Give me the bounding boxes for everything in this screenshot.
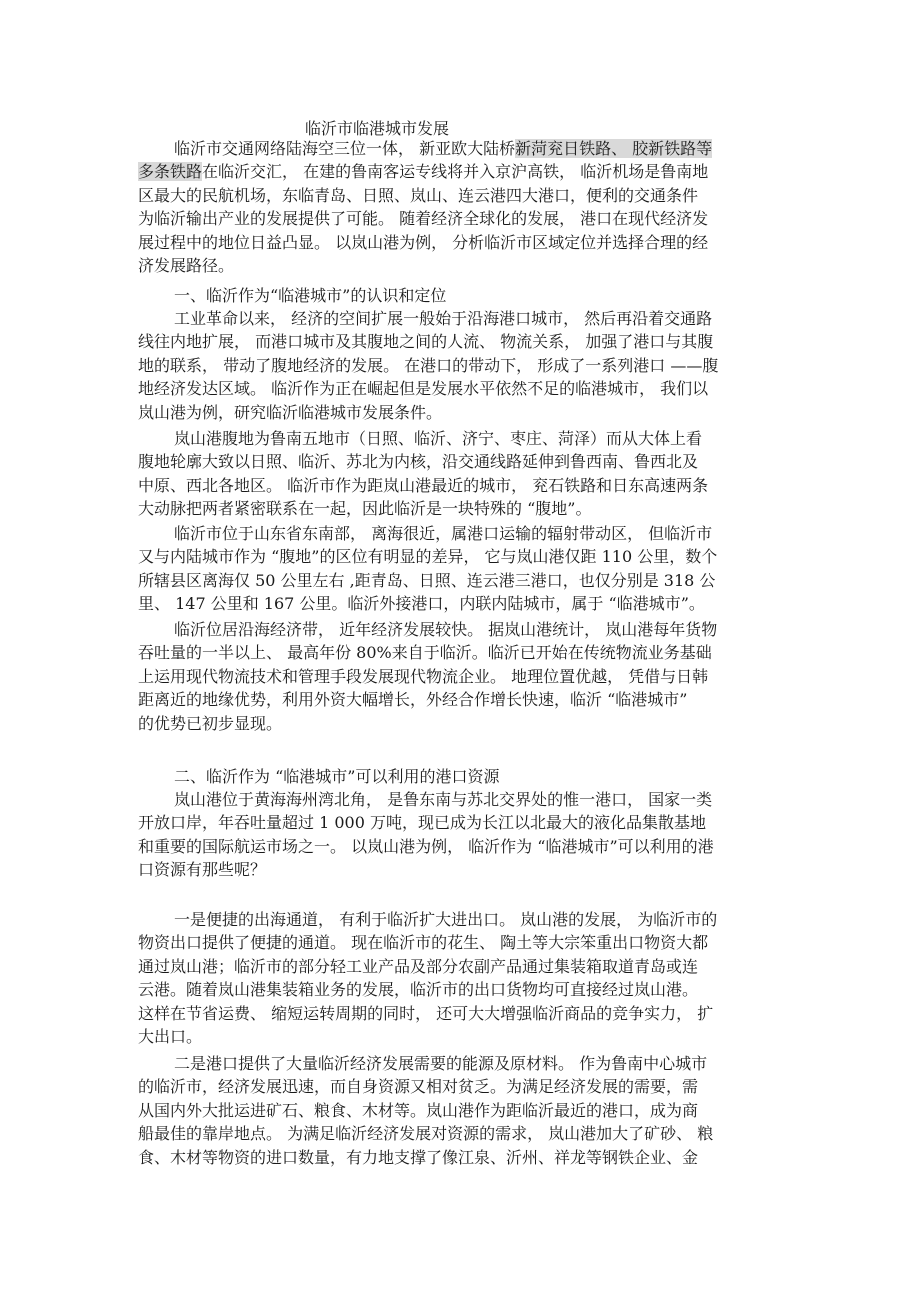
document-title: 临沂市临港城市发展: [305, 119, 450, 138]
paragraph-line: 大动脉把两者紧密联系在一起，因此临沂是一块特殊的 “腹地”。: [138, 499, 592, 519]
paragraph-line: 大出口。: [138, 1026, 203, 1046]
paragraph-line: 又与内陆城市作为 “腹地”的区位有明显的差异， 它与岚山港仅距 110 公里，数个: [138, 547, 718, 567]
section-heading-2: 二、临沂作为 “临港城市”可以利用的港口资源: [174, 767, 500, 786]
paragraph-line: 岚山港为例，研究临沂临港城市发展条件。: [138, 402, 443, 422]
paragraph-line: 线往内地扩展， 而港口城市及其腹地之间的人流、 物流关系， 加强了港口与其腹: [138, 332, 714, 352]
paragraph-2: [138, 307, 788, 424]
paragraph-line: 通过岚山港；临沂市的部分轻工业产品及部分农副产品通过集装箱取道青岛或连: [138, 956, 699, 976]
section-heading-1: 一、临沂作为“临港城市”的认识和定位: [174, 286, 447, 305]
paragraph-line: 里、 147 公里和 167 公里。临沂外接港口，内联内陆城市，属于 “临港城市”。: [138, 594, 705, 614]
paragraph-7: [138, 908, 788, 1048]
paragraph-line: 展过程中的地位日益凸显。 以岚山港为例， 分析临沂市区域定位并选择合理的经: [138, 232, 709, 252]
paragraph-line: 临沂位居沿海经济带， 近年经济发展较快。 据岚山港统计， 岚山港每年货物: [174, 620, 718, 639]
paragraph-line: 一是便捷的出海通道， 有利于临沂扩大进出口。 岚山港的发展， 为临沂市的: [174, 910, 718, 929]
paragraph-line: 食、木材等物资的进口数量，有力地支撑了像江泉、沂州、祥龙等钢铁企业、金: [138, 1147, 699, 1167]
paragraph-line: 开放口岸，年吞吐量超过 1 000 万吨，现已成为长江以北最大的液化品集散基地: [138, 813, 706, 833]
paragraph-line: 多条铁路在临沂交汇， 在建的鲁南客运专线将并入京沪高铁， 临沂机场是鲁南地: [138, 162, 709, 182]
paragraph-line: 地的联系， 带动了腹地经济的发展。 在港口的带动下， 形成了一系列港口 ——腹: [138, 355, 719, 375]
paragraph-line: 地经济发达区域。 临沂作为正在崛起但是发展水平依然不足的临港城市， 我们以: [138, 379, 709, 399]
paragraph-line: 济发展路径。: [138, 255, 235, 275]
paragraph-line: 船最佳的靠岸地点。 为满足临沂经济发展对资源的需求， 岚山港加大了矿砂、 粮: [138, 1124, 714, 1144]
paragraph-intro: [138, 137, 788, 277]
paragraph-line: 的临沂市，经济发展迅速，而自身资源又相对贫乏。为满足经济发展的需要，需: [138, 1077, 699, 1097]
paragraph-line: 二是港口提供了大量临沂经济发展需要的能源及原材料。 作为鲁南中心城市: [174, 1054, 708, 1073]
paragraph-line: 这样在节省运费、 缩短运转周期的同时， 还可大大增强临沂商品的竞争实力， 扩: [138, 1003, 714, 1023]
highlighted-text: 多条铁路: [138, 162, 203, 182]
paragraph-line: 云港。随着岚山港集装箱业务的发展，临沂市的出口货物均可直接经过岚山港。: [138, 980, 699, 1000]
highlighted-text: 新菏兖日铁路、 胶新铁路等: [515, 139, 713, 158]
paragraph-line: 岚山港位于黄海海州湾北角， 是鲁东南与苏北交界处的惟一港口， 国家一类: [174, 790, 713, 809]
paragraph-line: 临沂市交通网络陆海空三位一体， 新亚欧大陆桥新菏兖日铁路、 胶新铁路等: [174, 139, 713, 158]
paragraph-line: 中原、西北各地区。 临沂市作为距岚山港最近的城市， 兖石铁路和日东高速两条: [138, 475, 709, 495]
paragraph-line: 工业革命以来， 经济的空间扩展一般始于沿海港口城市， 然后再沿着交通路: [174, 309, 713, 328]
paragraph-line: 和重要的国际航运市场之一。 以岚山港为例， 临沂作为 “临港城市”可以利用的港: [138, 836, 714, 856]
paragraph-line: 腹地轮廓大致以日照、临沂、苏北为内核，沿交通线路延伸到鲁西南、鲁西北及: [138, 452, 699, 472]
paragraph-line: 的优势已初步显现。: [138, 713, 283, 733]
paragraph-4: [138, 522, 788, 616]
paragraph-line: 所辖县区离海仅 50 公里左右 ,距青岛、日照、连云港三港口，也仅分别是 318 公: [138, 570, 716, 590]
paragraph-8: [138, 1052, 788, 1169]
paragraph-line: 临沂市位于山东省东南部， 离海很近，属港口运输的辐射带动区， 但临沂市: [174, 524, 713, 543]
paragraph-line: 距离近的地缘优势，利用外资大幅增长，外经合作增长快速，临沂 “临港城市”: [138, 690, 688, 710]
paragraph-line: 吞吐量的一半以上、 最高年份 80%来自于临沂。临沂已开始在传统物流业务基础: [138, 643, 712, 663]
paragraph-line: 岚山港腹地为鲁南五地市（日照、临沂、济宁、枣庄、菏泽）而从大体上看: [174, 429, 703, 448]
paragraph-line: 口资源有那些呢？: [138, 860, 267, 880]
paragraph-line: 物资出口提供了便捷的通道。 现在临沂市的花生、 陶土等大宗笨重出口物资大都: [138, 933, 709, 953]
paragraph-5: [138, 618, 788, 735]
paragraph-6: [138, 788, 788, 882]
paragraph-line: 为临沂输出产业的发展提供了可能。 随着经济全球化的发展， 港口在现代经济发: [138, 209, 709, 229]
paragraph-line: 从国内外大批运进矿石、粮食、木材等。岚山港作为距临沂最近的港口，成为商: [138, 1100, 699, 1120]
paragraph-line: 区最大的民航机场，东临青岛、日照、岚山、连云港四大港口，便利的交通条件: [138, 185, 699, 205]
paragraph-3: [138, 427, 788, 521]
paragraph-line: 上运用现代物流技术和管理手段发展现代物流企业。 地理位置优越， 凭借与日韩: [138, 666, 709, 686]
